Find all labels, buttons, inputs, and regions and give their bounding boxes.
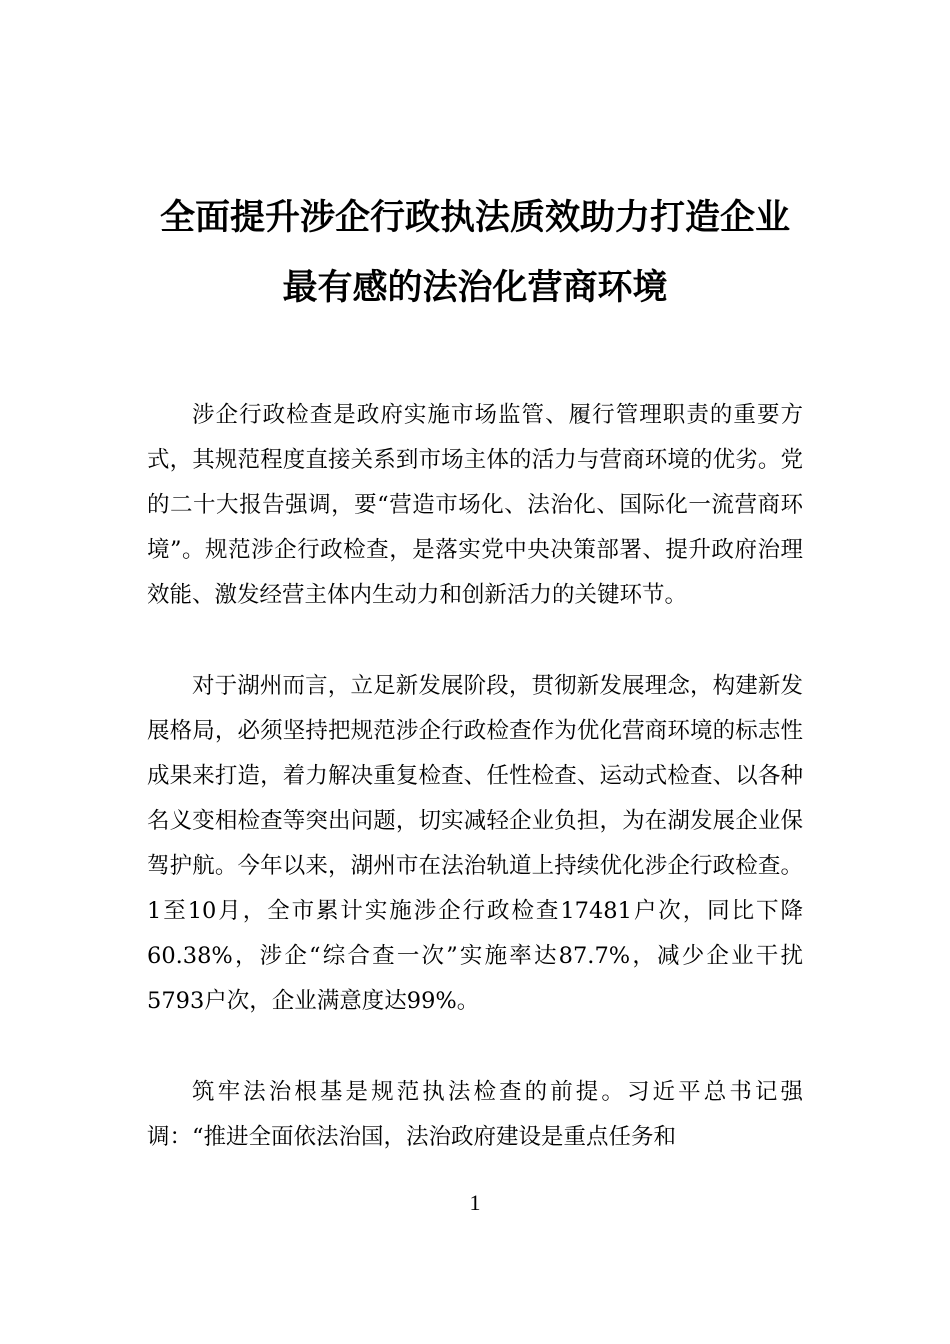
page-number: 1 [469,1190,481,1215]
paragraph-1: 涉企行政检查是政府实施市场监管、履行管理职责的重要方式，其规范程度直接关系到市场主体的活力与营商环境的优劣。党的二十大报告强调，要“营造市场化、法治化、国际化一流营商环境”。规范涉企行政检查，是落实党中央决策部署、提升政府治理效能、激发经营主体内生动力和创新活力的关键环节。 [147,402,803,608]
document-title-line-1: 全面提升涉企行政执法质效助力打造企业 [159,197,790,238]
paragraph-3: 筑牢法治根基是规范执法检查的前提。习近平总书记强调：“推进全面依法治国，法治政府建设是重点任务和 [147,1079,803,1150]
paragraph-2: 对于湖州而言，立足新发展阶段，贯彻新发展理念，构建新发展格局，必须坚持把规范涉企行政检查作为优化营商环境的标志性成果来打造，着力解决重复检查、任性检查、运动式检查、以各种名义变相检查等突出问题，切实减轻企业负担，为在湖发展企业保驾护航。今年以来，湖州市在法治轨道上持续优化涉企行政检查。1至10月，全市累计实施涉企行政检查17481户次，同比下降60.38%，涉企“综合查一次”实施率达87.7%，减少企业干扰5793户次，企业满意度达99%。 [147,673,803,1014]
paragraph-2-block [147,664,803,1024]
paragraph-1-block [147,393,803,618]
document-title-line-2: 最有感的法治化营商环境 [282,267,668,308]
paragraph-3-block [147,1070,803,1160]
